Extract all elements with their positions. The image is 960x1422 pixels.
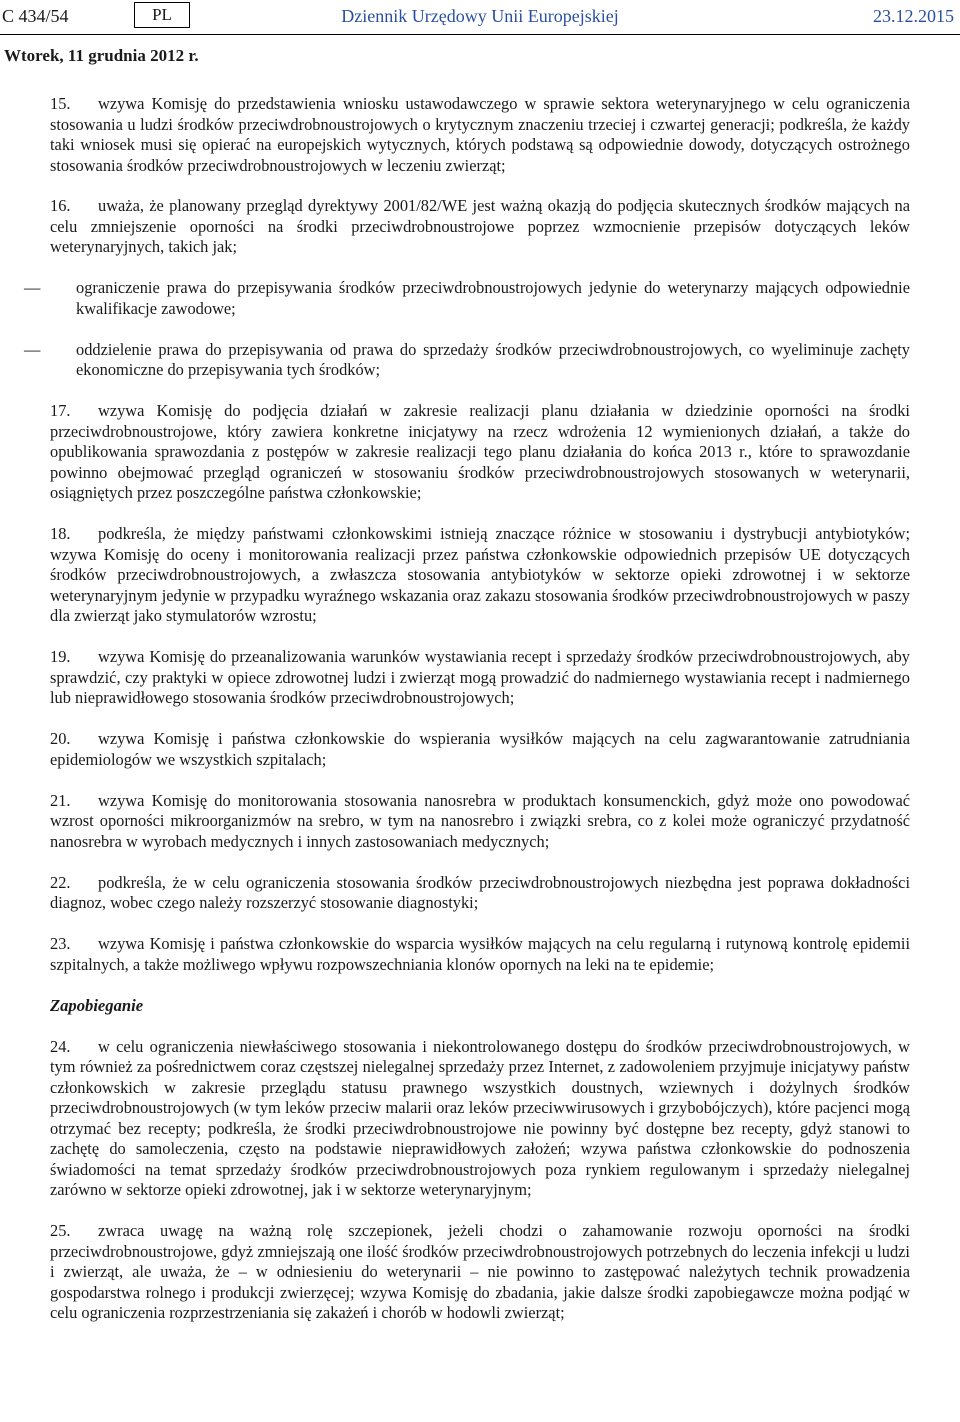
paragraph-number: 16. (50, 196, 71, 215)
paragraph-number: 23. (50, 934, 71, 953)
paragraph-24 (50, 1037, 910, 1201)
journal-reference: C 434/54 (2, 6, 69, 26)
paragraph-number: 19. (50, 647, 71, 666)
paragraph-text: w celu ograniczenia niewłaściwego stosowania i niekontrolowanego dostępu do środków przeciwdrobnoustrojowych, w tym również za pośrednictwem coraz częstszej nielegalnej sprzedaży przez Internet, z zadowoleniem przyjmuje inicjatywy państw członkowskich w zakresie przeglądu statusu prawnego wszystkich doustnych, wziewnych i dożylnych środków przeciwdrobnoustrojowych (w tym leków przeciw malarii oraz leków przeciwwirusowych i grzybobójczych), które pacjenci mogą otrzymać bez recepty; podkreśla, że środki przeciwdrobnoustrojowe nie powinny być dostępne bez recepty, gdyż stanowi to zachętę do samoleczenia, często na podstawie nieprawidłowych założeń; wzywa państwa członkowskie do podnoszenia świadomości na temat sprzedaży środków przeciwdrobnoustrojowych poza rynkiem regulowanym i sprzedaży nielegalnej zarówno w sektorze opieki zdrowotnej, jak i w sektorze weterynaryjnym; (50, 1036, 910, 1199)
language-code-box: PL (134, 2, 190, 28)
paragraph-17 (50, 401, 910, 504)
paragraph-number: 21. (50, 790, 71, 810)
dash-bullet: — (24, 278, 41, 297)
paragraph-16 (50, 196, 910, 258)
paragraph-text: wzywa Komisję do podjęcia działań w zakresie realizacji planu działania w dziedzinie oporności na środki przeciwdrobnoustrojowe, który zawiera konkretne inicjatywy na rzecz wdrożenia 12 wymienionych działań, a także do opublikowania sprawozdania z postępów w zakresie realizacji tego planu działania do końca 2013 r., które to sprawozdanie powinno obejmować przegląd ograniczeń w stosowaniu środków przeciwdrobnoustrojowych stosowanych w weterynarii, osiągniętych przez poszczególne państwa członkowskie; (50, 401, 910, 502)
paragraph-text: wzywa Komisję do monitorowania stosowania nanosrebra w produktach konsumenckich, gdyż może ono powodować wzrost oporności mikroorganizmów na srebro, w tym na nanosrebro i związki srebra, co z kolei może ograniczyć przydatność nanosrebra w wyrobach medycznych i innych zastosowaniach medycznych; (50, 790, 910, 851)
paragraph-text: wzywa Komisję do przedstawienia wniosku ustawodawczego w sprawie sektora weterynaryjnego w celu ograniczenia stosowania u ludzi środków przeciwdrobnoustrojowych o krytycznym znaczeniu trzeciej i czwartej generacji; podkreśla, że każdy taki wniosek musi się opierać na europejskich wytycznych, których podstawą są odpowiednie dowody, dotyczących ostrożnego stosowania środków przeciwdrobnoustrojowych w leczeniu zwierząt; (50, 94, 910, 175)
paragraph-18 (50, 524, 910, 627)
paragraph-number: 15. (50, 94, 71, 113)
page-header (0, 0, 960, 40)
paragraph-number: 24. (50, 1036, 71, 1056)
paragraph-number: 22. (50, 872, 71, 892)
paragraph-text: zwraca uwagę na ważną rolę szczepionek, jeżeli chodzi o zahamowanie rozwoju oporności na środki przeciwdrobnoustrojowe, gdyż zmniejszają one ilość środków przeciwdrobnoustrojowych potrzebnych do leczenia infekcji u ludzi i zwierząt, ale uważa, że – w odniesieniu do weterynarii – nie powinno to zastępować należytych technik prowadzenia gospodarstwa rolnego i produkcji zwierzęcej; wzywa Komisję do zbadania, jakie dalsze środki zapobiegawcze można podjąć w celu ograniczenia rozprzestrzeniania się zakażeń i chorób w hodowli zwierząt; (50, 1221, 910, 1322)
publication-date: 23.12.2015 (873, 6, 954, 26)
paragraph-text: wzywa Komisję i państwa członkowskie do wspierania wysiłków mających na celu zagwarantowanie zatrudniania epidemiologów we wszystkich szpitalach; (50, 729, 910, 769)
paragraph-22 (50, 873, 910, 914)
session-date: Wtorek, 11 grudnia 2012 r. (4, 46, 199, 65)
paragraph-text: podkreśla, że między państwami członkowskimi istnieją znaczące różnice w stosowaniu i dystrybucji antybiotyków; wzywa Komisję do oceny i monitorowania realizacji przez państwa członkowskie odpowiednich przepisów UE dotyczących środków przeciwdrobnoustrojowych, a zwłaszcza stosowania antybiotyków w sektorze opieki zdrowotnej i w sektorze weterynaryjnym jedynie w przypadku wyraźnego wskazania oraz zakazu stosowania środków przeciwdrobnoustrojowych w paszy dla zwierząt jako stymulatorów wzrostu; (50, 524, 910, 625)
paragraph-number: 18. (50, 524, 71, 543)
list-item (24, 339, 910, 381)
journal-title: Dziennik Urzędowy Unii Europejskiej (341, 6, 619, 26)
paragraph-23 (50, 934, 910, 975)
paragraph-text: uważa, że planowany przegląd dyrektywy 2001/82/WE jest ważną okazją do podjęcia skutecznych środków mających na celu zmniejszenie oporności na środki przeciwdrobnoustrojowe poprzez wzmocnienie przepisów dotyczących leków weterynaryjnych, takich jak; (50, 196, 910, 256)
paragraph-number: 17. (50, 401, 71, 420)
paragraph-text: wzywa Komisję do przeanalizowania warunków wystawiania recept i sprzedaży środków przeciwdrobnoustrojowych, aby sprawdzić, czy praktyki w opiece zdrowotnej ludzi i zwierząt mogą prowadzić do nadmiernego wystawiania recept i nadmiernego lub nieprawidłowego stosowania środków przeciwdrobnoustrojowych; (50, 647, 910, 707)
document-body (24, 94, 910, 1344)
paragraph-15 (50, 94, 910, 176)
dash-bullet: — (24, 339, 41, 359)
list-item-text: oddzielenie prawa do przepisywania od prawa do sprzedaży środków przeciwdrobnoustrojowych, co wyeliminuje zachęty ekonomiczne do przepisywania tych środków; (76, 339, 910, 379)
paragraph-number: 25. (50, 1221, 71, 1240)
list-item-text: ograniczenie prawa do przepisywania środków przeciwdrobnoustrojowych jedynie do weterynarzy mających odpowiednie kwalifikacje zawodowe; (76, 278, 910, 318)
paragraph-text: podkreśla, że w celu ograniczenia stosowania środków przeciwdrobnoustrojowych niezbędna jest poprawa dokładności diagnoz, wobec czego należy rozszerzyć stosowanie diagnostyki; (50, 872, 910, 912)
paragraph-number: 20. (50, 729, 71, 748)
header-divider (0, 34, 960, 35)
paragraph-21 (50, 791, 910, 853)
section-heading: Zapobieganie (50, 995, 144, 1015)
paragraph-20 (50, 729, 910, 770)
paragraph-19 (50, 647, 910, 709)
paragraph-text: wzywa Komisję i państwa członkowskie do wsparcia wysiłków mających na celu regularną i rutynową kontrolę epidemii szpitalnych, a także możliwego wpływu rozpowszechniania klonów opornych na leki na te epidemie; (50, 934, 910, 974)
list-item (24, 278, 910, 319)
paragraph-25 (50, 1221, 910, 1324)
